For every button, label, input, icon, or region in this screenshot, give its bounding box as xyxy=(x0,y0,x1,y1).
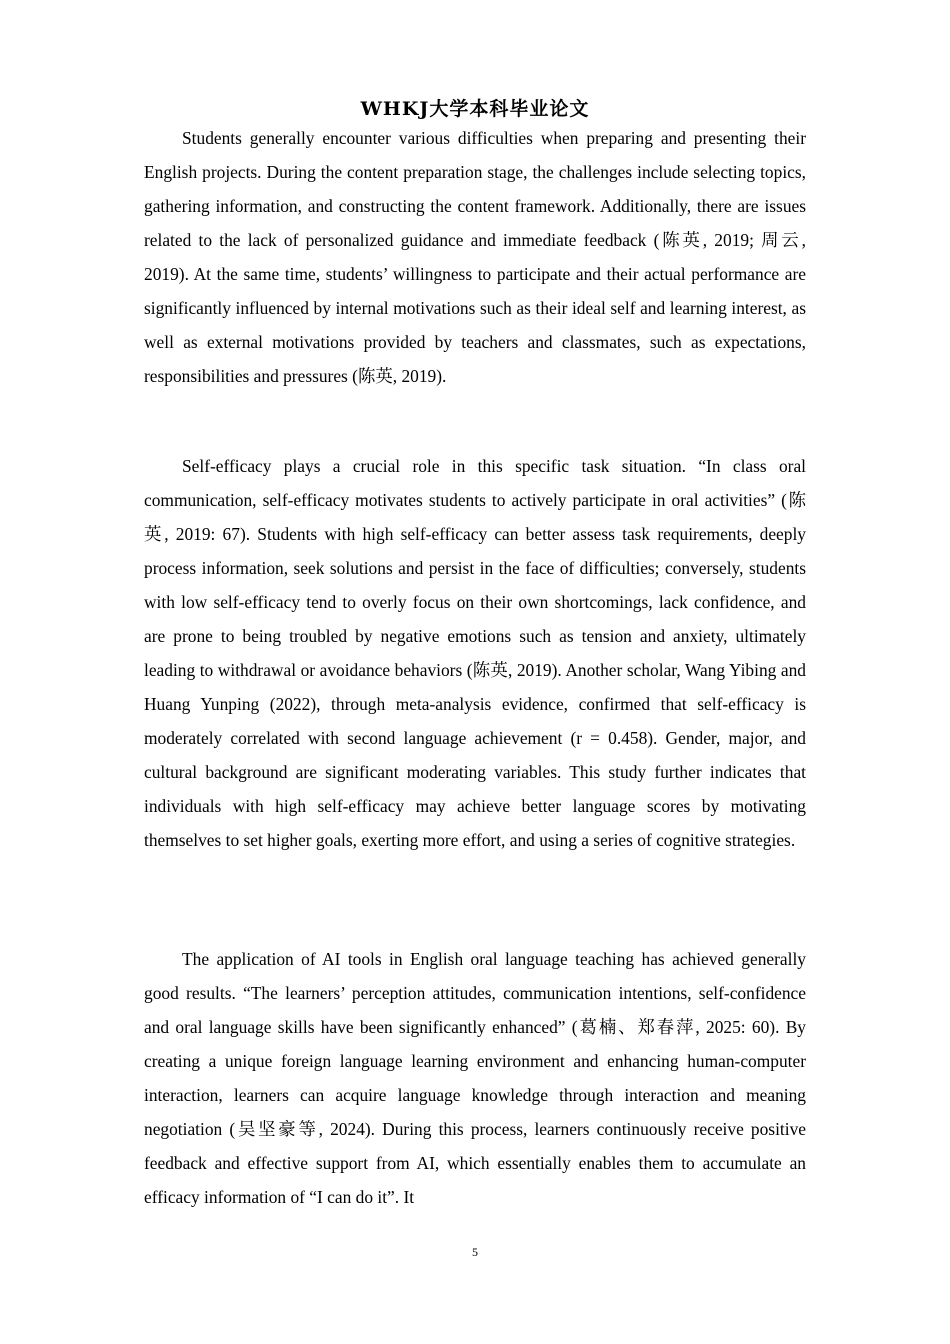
paragraph-difficulties xyxy=(144,121,806,393)
paragraph-self-efficacy xyxy=(144,449,806,857)
running-header: WHKJ大学本科毕业论文 xyxy=(360,98,590,120)
paragraph-text: The application of AI tools in English oral language teaching has achieved generally good results. “The learners’ perception attitudes, communication intentions, self-confidence and oral language skills have been significantly enhanced” (葛楠、郑春萍, 2025: 60). By creating a unique foreign language learning environment and enhancing human-computer interaction, learners can acquire language knowledge through interaction and meaning negotiation (吴坚豪等, 2024). During this process, learners continuously receive positive feedback and effective support from AI, which essentially enables them to accumulate an efficacy information of “I can do it”. It xyxy=(144,949,806,1207)
paragraph-ai-tools xyxy=(144,942,806,1214)
page-number: 5 xyxy=(472,1245,478,1259)
paragraph-text: Students generally encounter various difficulties when preparing and presenting their English projects. During the content preparation stage, the challenges include selecting topics, gathering information, and constructing the content framework. Additionally, there are issues related to the lack of personalized guidance and immediate feedback (陈英, 2019; 周云, 2019). At the same time, students’ willingness to participate and their actual performance are significantly influenced by internal motivations such as their ideal self and learning interest, as well as external motivations provided by teachers and classmates, such as expectations, responsibilities and pressures (陈英, 2019). xyxy=(144,128,806,386)
paragraph-text: Self-efficacy plays a crucial role in this specific task situation. “In class oral communication, self-efficacy motivates students to actively participate in oral activities” (陈英, 2019: 67). Students with high self-efficacy can better assess task requirements, deeply process information, seek solutions and persist in the face of difficulties; conversely, students with low self-efficacy tend to overly focus on their own shortcomings, lack confidence, and are prone to being troubled by negative emotions such as tension and anxiety, ultimately leading to withdrawal or avoidance behaviors (陈英, 2019). Another scholar, Wang Yibing and Huang Yunping (2022), through meta-analysis evidence, confirmed that self-efficacy is moderately correlated with second language achievement (r = 0.458). Gender, major, and cultural background are significant moderating variables. This study further indicates that individuals with high self-efficacy may achieve better language scores by motivating themselves to set higher goals, exerting more effort, and using a series of cognitive strategies. xyxy=(144,456,806,850)
